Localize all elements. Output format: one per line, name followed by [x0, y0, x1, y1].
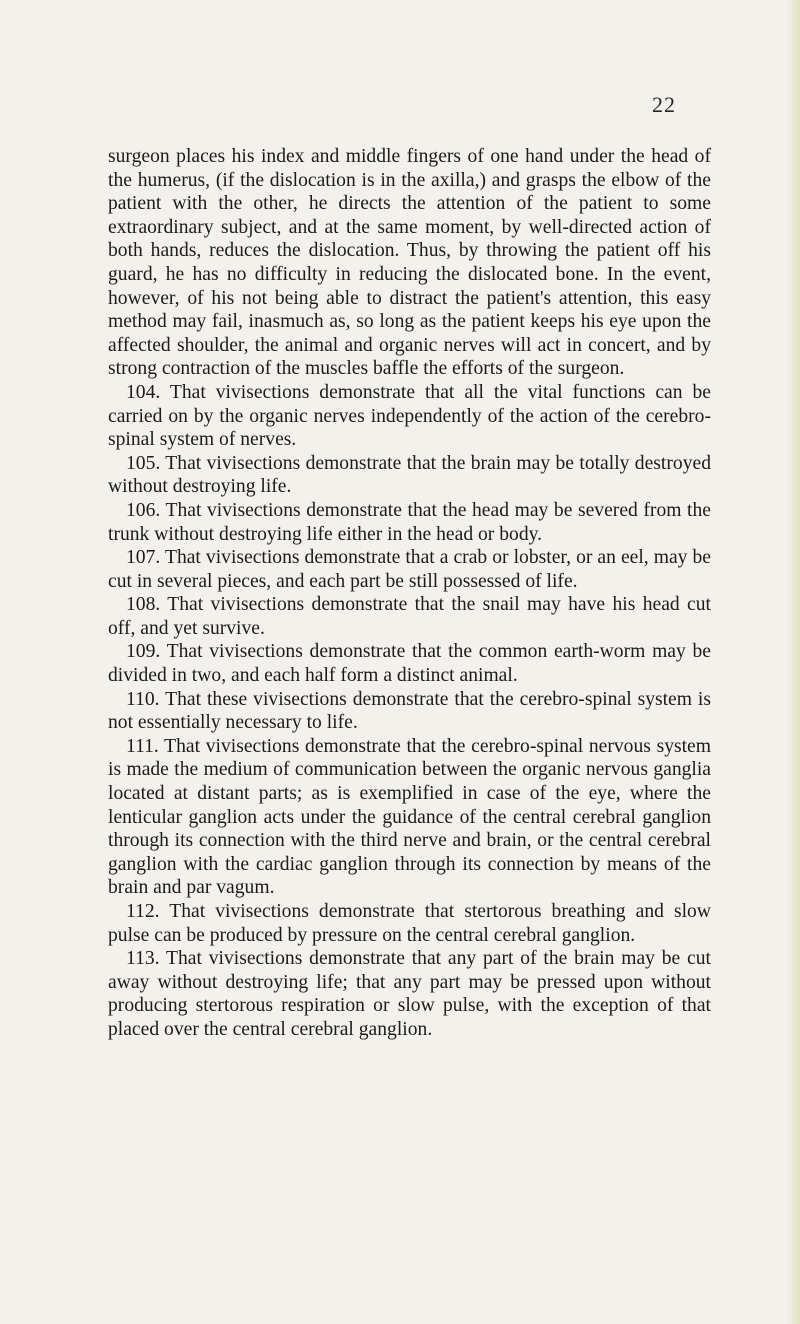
paragraph-106: 106. That vivisections demonstrate that the head may be severed from the trunk without destroying life either in the head or body. [108, 499, 711, 545]
body-text [108, 145, 711, 1042]
paragraph-109: 109. That vivisections demonstrate that the common earth-worm may be divided in two, and each half form a distinct animal. [108, 641, 711, 687]
paragraph-110: 110. That these vivisections demonstrate that the cerebro-spinal system is not essentially necessary to life. [108, 688, 711, 734]
paragraph-111: 111. That vivisections demonstrate that the cerebro-spinal nervous system is made the medium of communication between the organic nervous ganglia located at distant parts; as is exemplified in case of the eye, where the lenticular ganglion acts under the guidance of the central cerebral ganglion through its connection with the third nerve and brain, or the central cerebral ganglion with the cardiac ganglion through its connection by means of the brain and par vagum. [108, 735, 711, 899]
paragraph-108: 108. That vivisections demonstrate that the snail may have his head cut off, and yet survive. [108, 594, 711, 639]
paragraph-104: 104. That vivisections demonstrate that all the vital functions can be carried on by the organic nerves independently of the action of the cerebro-spinal system of nerves. [108, 381, 711, 451]
paragraph-105: 105. That vivisections demonstrate that the brain may be totally destroyed without destroying life. [108, 452, 711, 498]
paragraph-107: 107. That vivisections demonstrate that a crab or lobster, or an eel, may be cut in several pieces, and each part be still possessed of life. [108, 547, 711, 592]
paragraph-continuation: surgeon places his index and middle fingers of one hand under the head of the humerus, (if the dislocation is in the axilla,) and grasps the elbow of the patient with the other, he directs the attention of the patient to some extraordinary subject, and at the same moment, by well-directed action of both hands, reduces the dislocation. Thus, by throwing the patient off his guard, he has no difficulty in reducing the dislocated bone. In the event, however, of his not being able to distract the patient's attention, this easy method may fail, inasmuch as, so long as the patient keeps his eye upon the affected shoulder, the animal and organic nerves will act in concert, and by strong contraction of the muscles baffle the efforts of the surgeon. [108, 146, 711, 380]
paragraph-113: 113. That vivisections demonstrate that any part of the brain may be cut away without destroying life; that any part may be pressed upon without producing stertorous respiration or slow pulse, with the exception of that placed over the central cerebral ganglion. [108, 948, 711, 1040]
page-number: 22 [652, 92, 676, 117]
page-edge-shading [786, 0, 800, 1324]
paragraph-112: 112. That vivisections demonstrate that stertorous breathing and slow pulse can be produced by pressure on the central cerebral ganglion. [108, 901, 711, 946]
